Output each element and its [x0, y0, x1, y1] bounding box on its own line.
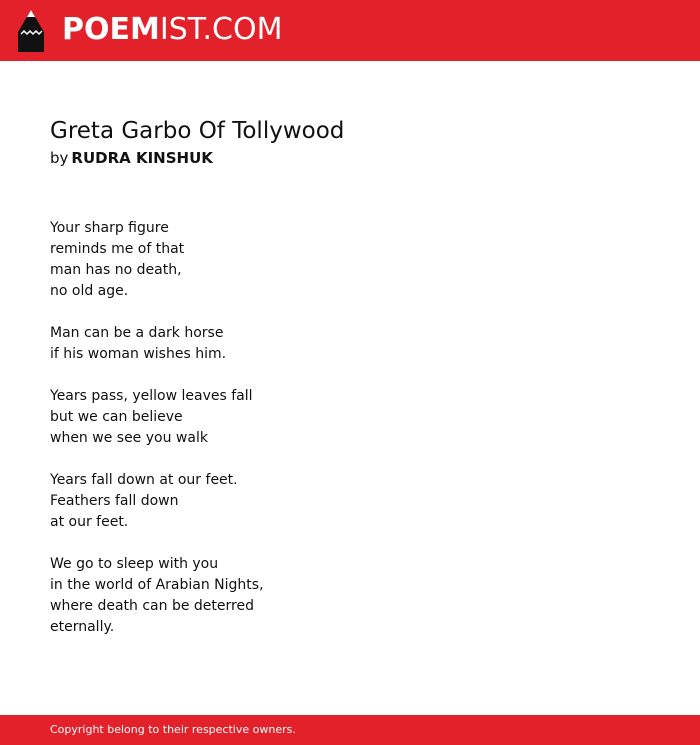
poem-line: in the world of Arabian Nights,	[50, 577, 264, 593]
poem-line: reminds me of that	[50, 241, 185, 257]
poem-line: man has no death,	[50, 262, 182, 278]
poem-stanza	[50, 386, 650, 449]
poem-line: where death can be deterred	[50, 598, 254, 614]
by-label: by	[50, 149, 69, 167]
poem-title: Greta Garbo Of Tollywood	[50, 118, 345, 144]
poem-line: no old age.	[50, 283, 129, 299]
poem-line: when we see you walk	[50, 430, 208, 446]
poem-stanza	[50, 323, 650, 365]
poem-stanza	[50, 470, 650, 533]
poem-line: Feathers fall down	[50, 493, 179, 509]
poem-body	[50, 218, 650, 638]
poem-line: if his woman wishes him.	[50, 346, 227, 362]
poem-line: We go to sleep with you	[50, 556, 219, 572]
copyright-text: Copyright belong to their respective owners.	[50, 723, 296, 736]
poem-line: but we can believe	[50, 409, 183, 425]
poem-line: Your sharp figure	[50, 220, 169, 236]
poem-line: eternally.	[50, 619, 115, 635]
site-header	[0, 0, 700, 61]
poem-line: Years pass, yellow leaves fall	[50, 388, 253, 404]
poem-stanza	[50, 218, 650, 302]
poem-content	[50, 115, 650, 659]
byline	[50, 147, 650, 169]
poem-stanza	[50, 554, 650, 638]
poem-line: at our feet.	[50, 514, 129, 530]
pencil-tip-icon[interactable]	[18, 10, 44, 52]
logo-light-text: IST.COM	[159, 12, 283, 47]
poem-line: Man can be a dark horse	[50, 325, 224, 341]
site-footer	[0, 715, 700, 745]
author-name[interactable]: RUDRA KINSHUK	[71, 149, 213, 167]
logo-bold-text: POEM	[62, 12, 160, 47]
site-logo[interactable]	[62, 13, 282, 47]
poem-line: Years fall down at our feet.	[50, 472, 238, 488]
